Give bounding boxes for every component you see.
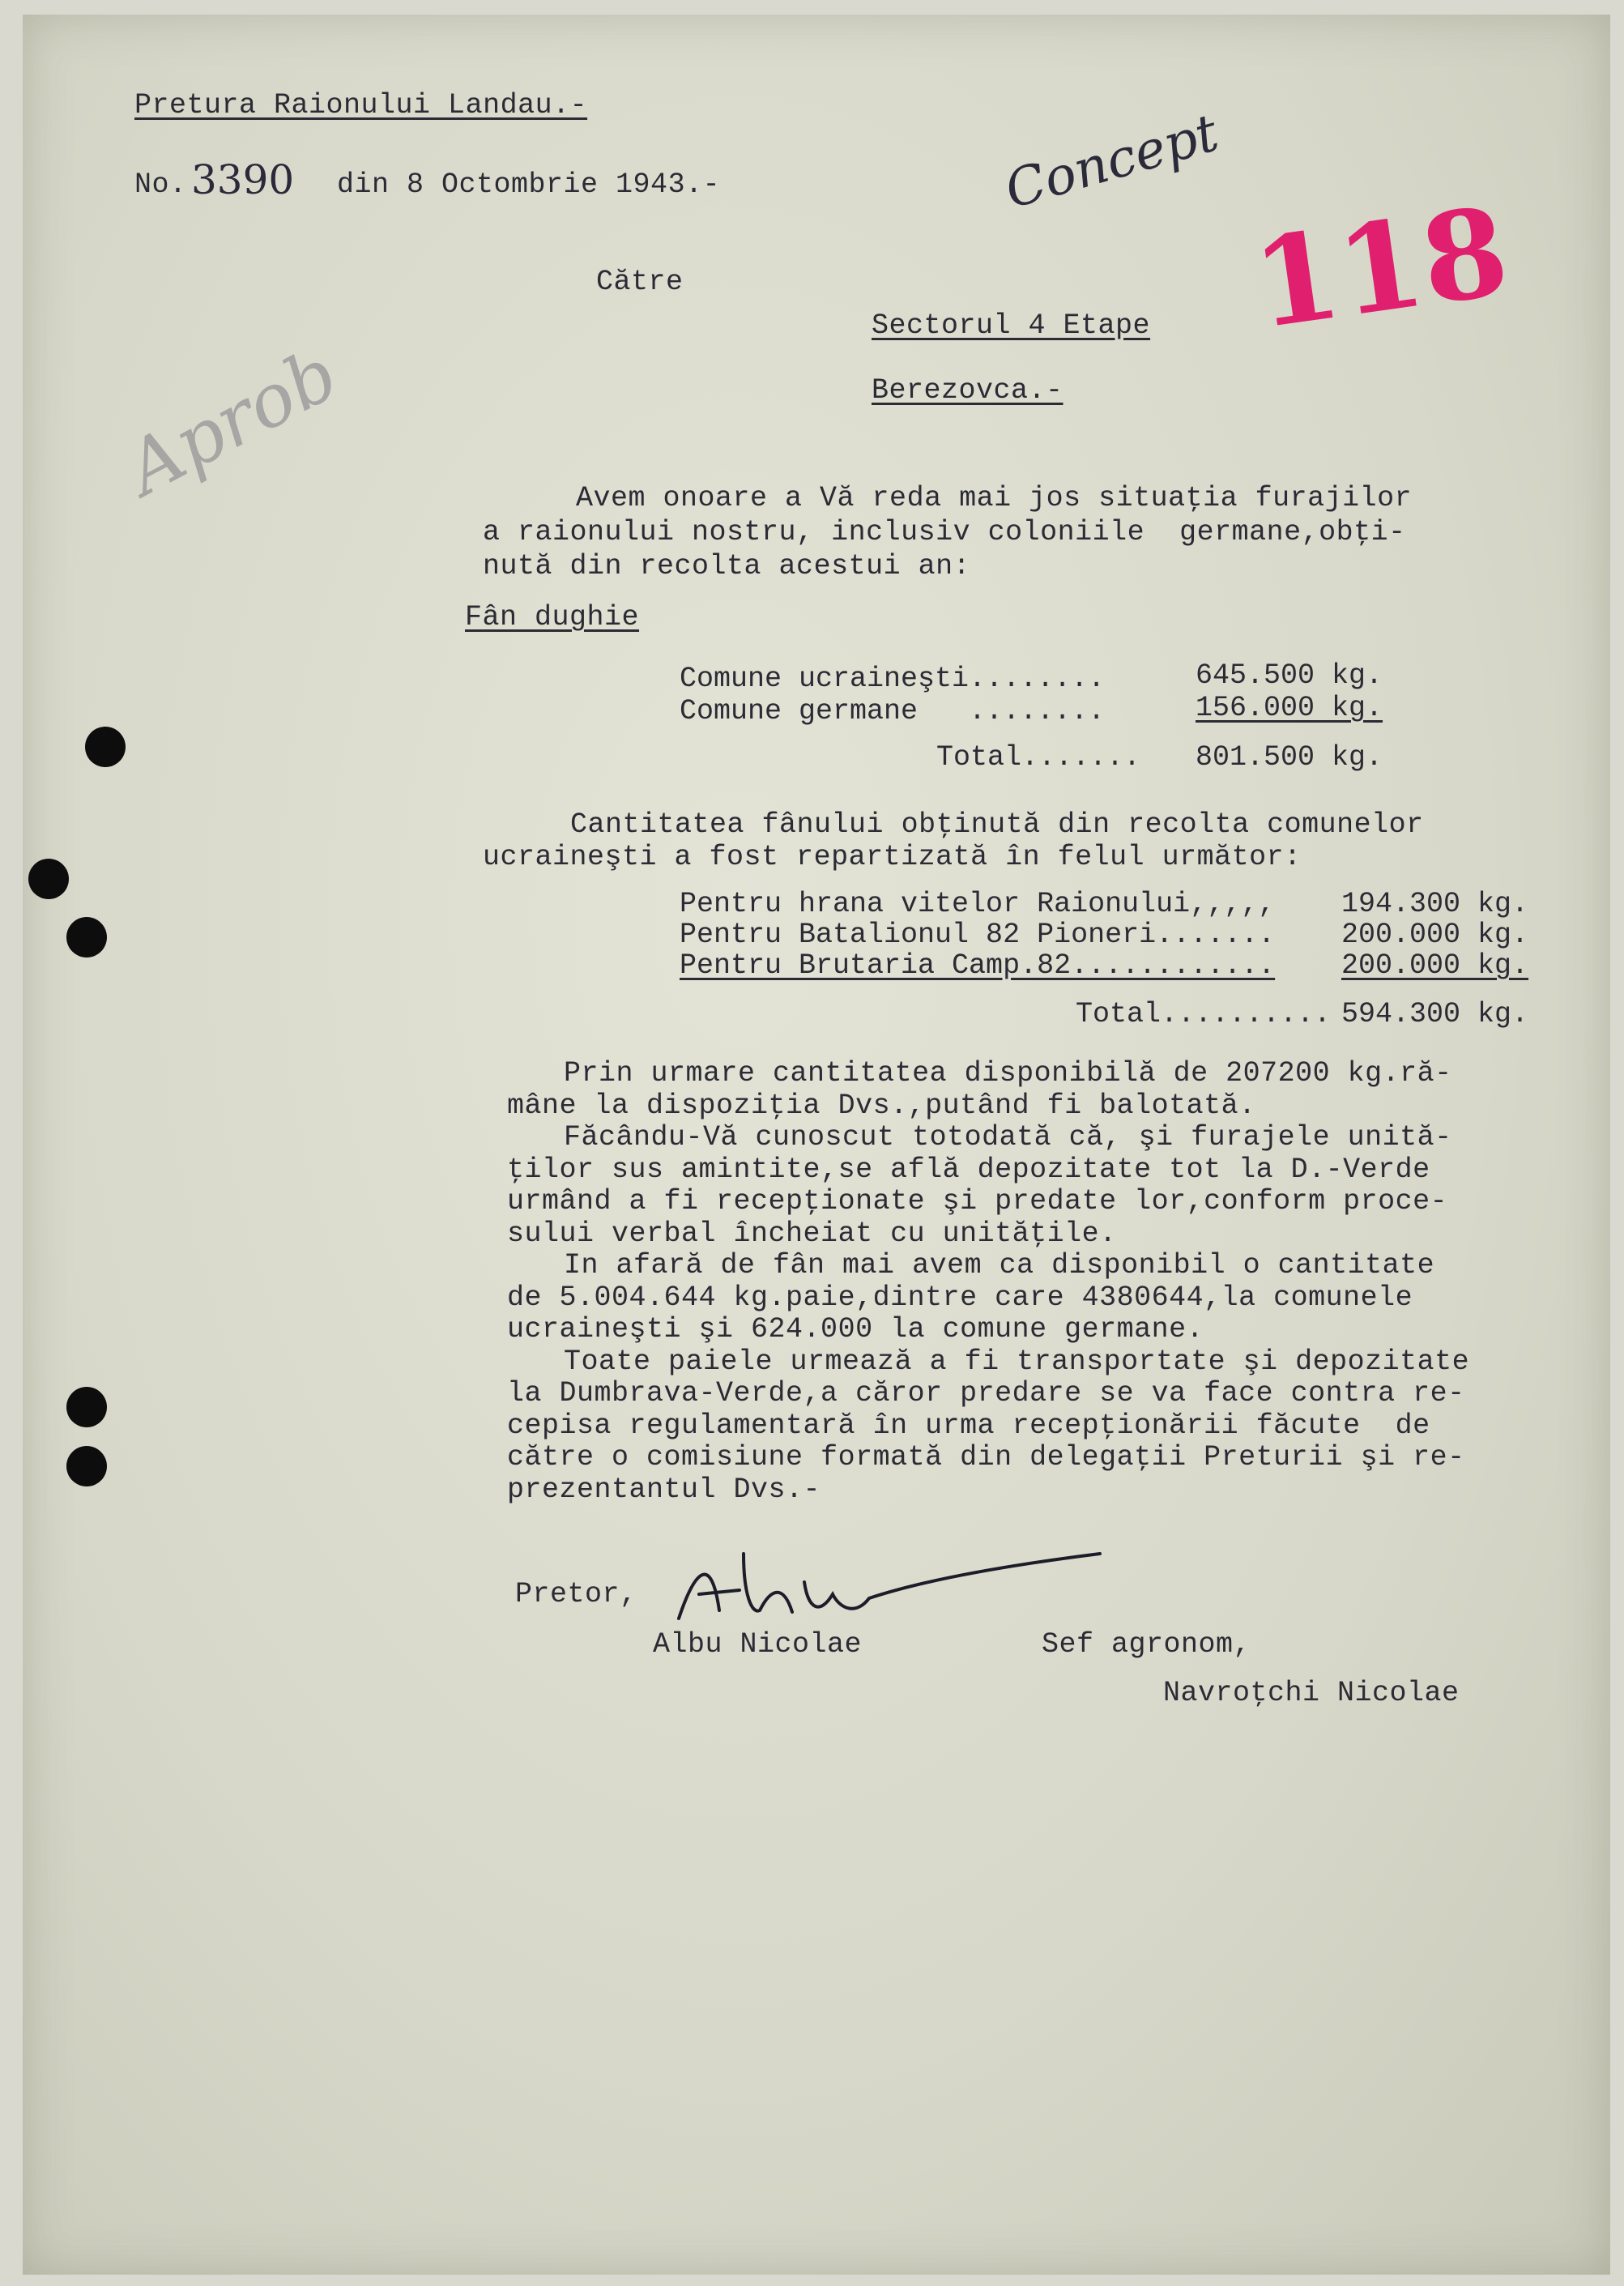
pretor-label: Pretor, [515, 1578, 637, 1610]
red-mark: 118 [1245, 180, 1516, 356]
institution-header: Pretura Raionului Landau.- [134, 89, 588, 122]
hay-row-value: 645.500 kg. [1196, 659, 1383, 692]
distribution-row-label: Pentru Brutaria Camp.82............ [680, 949, 1276, 982]
punch-hole [28, 859, 69, 899]
body-line: la Dumbrava-Verde,a căror predare se va face contra re- [507, 1377, 1465, 1410]
body-line: cepisa regulamentară în urma recepţionării făcute de [507, 1410, 1430, 1442]
intro-line-2: a raionului nostru, inclusiv coloniile germane,obţi- [483, 516, 1406, 548]
distribution-total-label: Total.......... [1076, 998, 1332, 1030]
hay-total-value: 801.500 kg. [1196, 741, 1383, 774]
hay-total-label: Total....... [936, 741, 1141, 774]
distribution-intro-line-2: ucraineşti a fost repartizată în felul următor: [483, 841, 1302, 873]
concept-note: Concept [999, 103, 1225, 221]
punch-hole [66, 1387, 107, 1427]
section-title: Fân dughie [465, 601, 640, 633]
body-line: Prin urmare cantitatea disponibilă de 207200 kg.ră- [564, 1057, 1452, 1090]
punch-hole [66, 917, 107, 957]
distribution-row-value: 194.300 kg. [1341, 888, 1529, 920]
document-number-prefix: No. [134, 168, 187, 201]
hay-row-label: Comune germane ........ [680, 695, 1106, 727]
document-date: din 8 Octombrie 1943.- [337, 168, 721, 201]
document-number-handwritten: 3390 [191, 156, 295, 203]
pretor-name: Albu Nicolae [653, 1628, 863, 1661]
body-line: ucraineşti şi 624.000 la comune germane. [507, 1313, 1204, 1346]
distribution-row-label: Pentru hrana vitelor Raionului,,,,, [680, 888, 1276, 920]
body-line: către o comisiune formată din delegaţii Preturii şi re- [507, 1441, 1465, 1474]
recipient-line-1: Sectorul 4 Etape [872, 309, 1151, 342]
body-line: Toate paiele urmează a fi transportate şi depozitate [564, 1346, 1470, 1378]
body-line: ţilor sus amintite,se află depozitate tot la D.-Verde [507, 1154, 1430, 1186]
agronom-label: Sef agronom, [1042, 1628, 1251, 1661]
body-line: sului verbal încheiat cu unităţile. [507, 1218, 1117, 1250]
recipient-line-2: Berezovca.- [872, 374, 1063, 407]
distribution-total-value: 594.300 kg. [1341, 998, 1529, 1030]
intro-line-3: nută din recolta acestui an: [483, 550, 971, 582]
hay-row-value: 156.000 kg. [1196, 692, 1383, 724]
body-line: In afară de fân mai avem ca disponibil o cantitate [564, 1249, 1435, 1282]
distribution-row-value: 200.000 kg. [1341, 949, 1529, 982]
body-line: de 5.004.644 kg.paie,dintre care 4380644,la comunele [507, 1282, 1413, 1314]
margin-note: Aprob [113, 331, 352, 512]
punch-hole [85, 727, 126, 767]
distribution-row-label: Pentru Batalionul 82 Pioneri....... [680, 919, 1276, 951]
intro-line-1: Avem onoare a Vă reda mai jos situaţia furajilor [576, 482, 1413, 514]
distribution-row-value: 200.000 kg. [1341, 919, 1529, 951]
recipient-label: Către [596, 266, 684, 298]
body-line: Făcându-Vă cunoscut totodată că, şi furajele unită- [564, 1121, 1452, 1154]
body-line: prezentantul Dvs.- [507, 1474, 821, 1506]
hay-row-label: Comune ucraineşti........ [680, 663, 1106, 695]
punch-hole [66, 1446, 107, 1486]
distribution-intro-line-1: Cantitatea fânului obţinută din recolta comunelor [570, 808, 1424, 841]
body-line: mâne la dispoziţia Dvs.,putând fi balotată. [507, 1090, 1256, 1122]
document-sheet [23, 15, 1610, 2275]
body-line: urmând a fi recepţionate şi predate lor,conform proce- [507, 1185, 1448, 1218]
agronom-name: Navroţchi Nicolae [1163, 1677, 1460, 1709]
